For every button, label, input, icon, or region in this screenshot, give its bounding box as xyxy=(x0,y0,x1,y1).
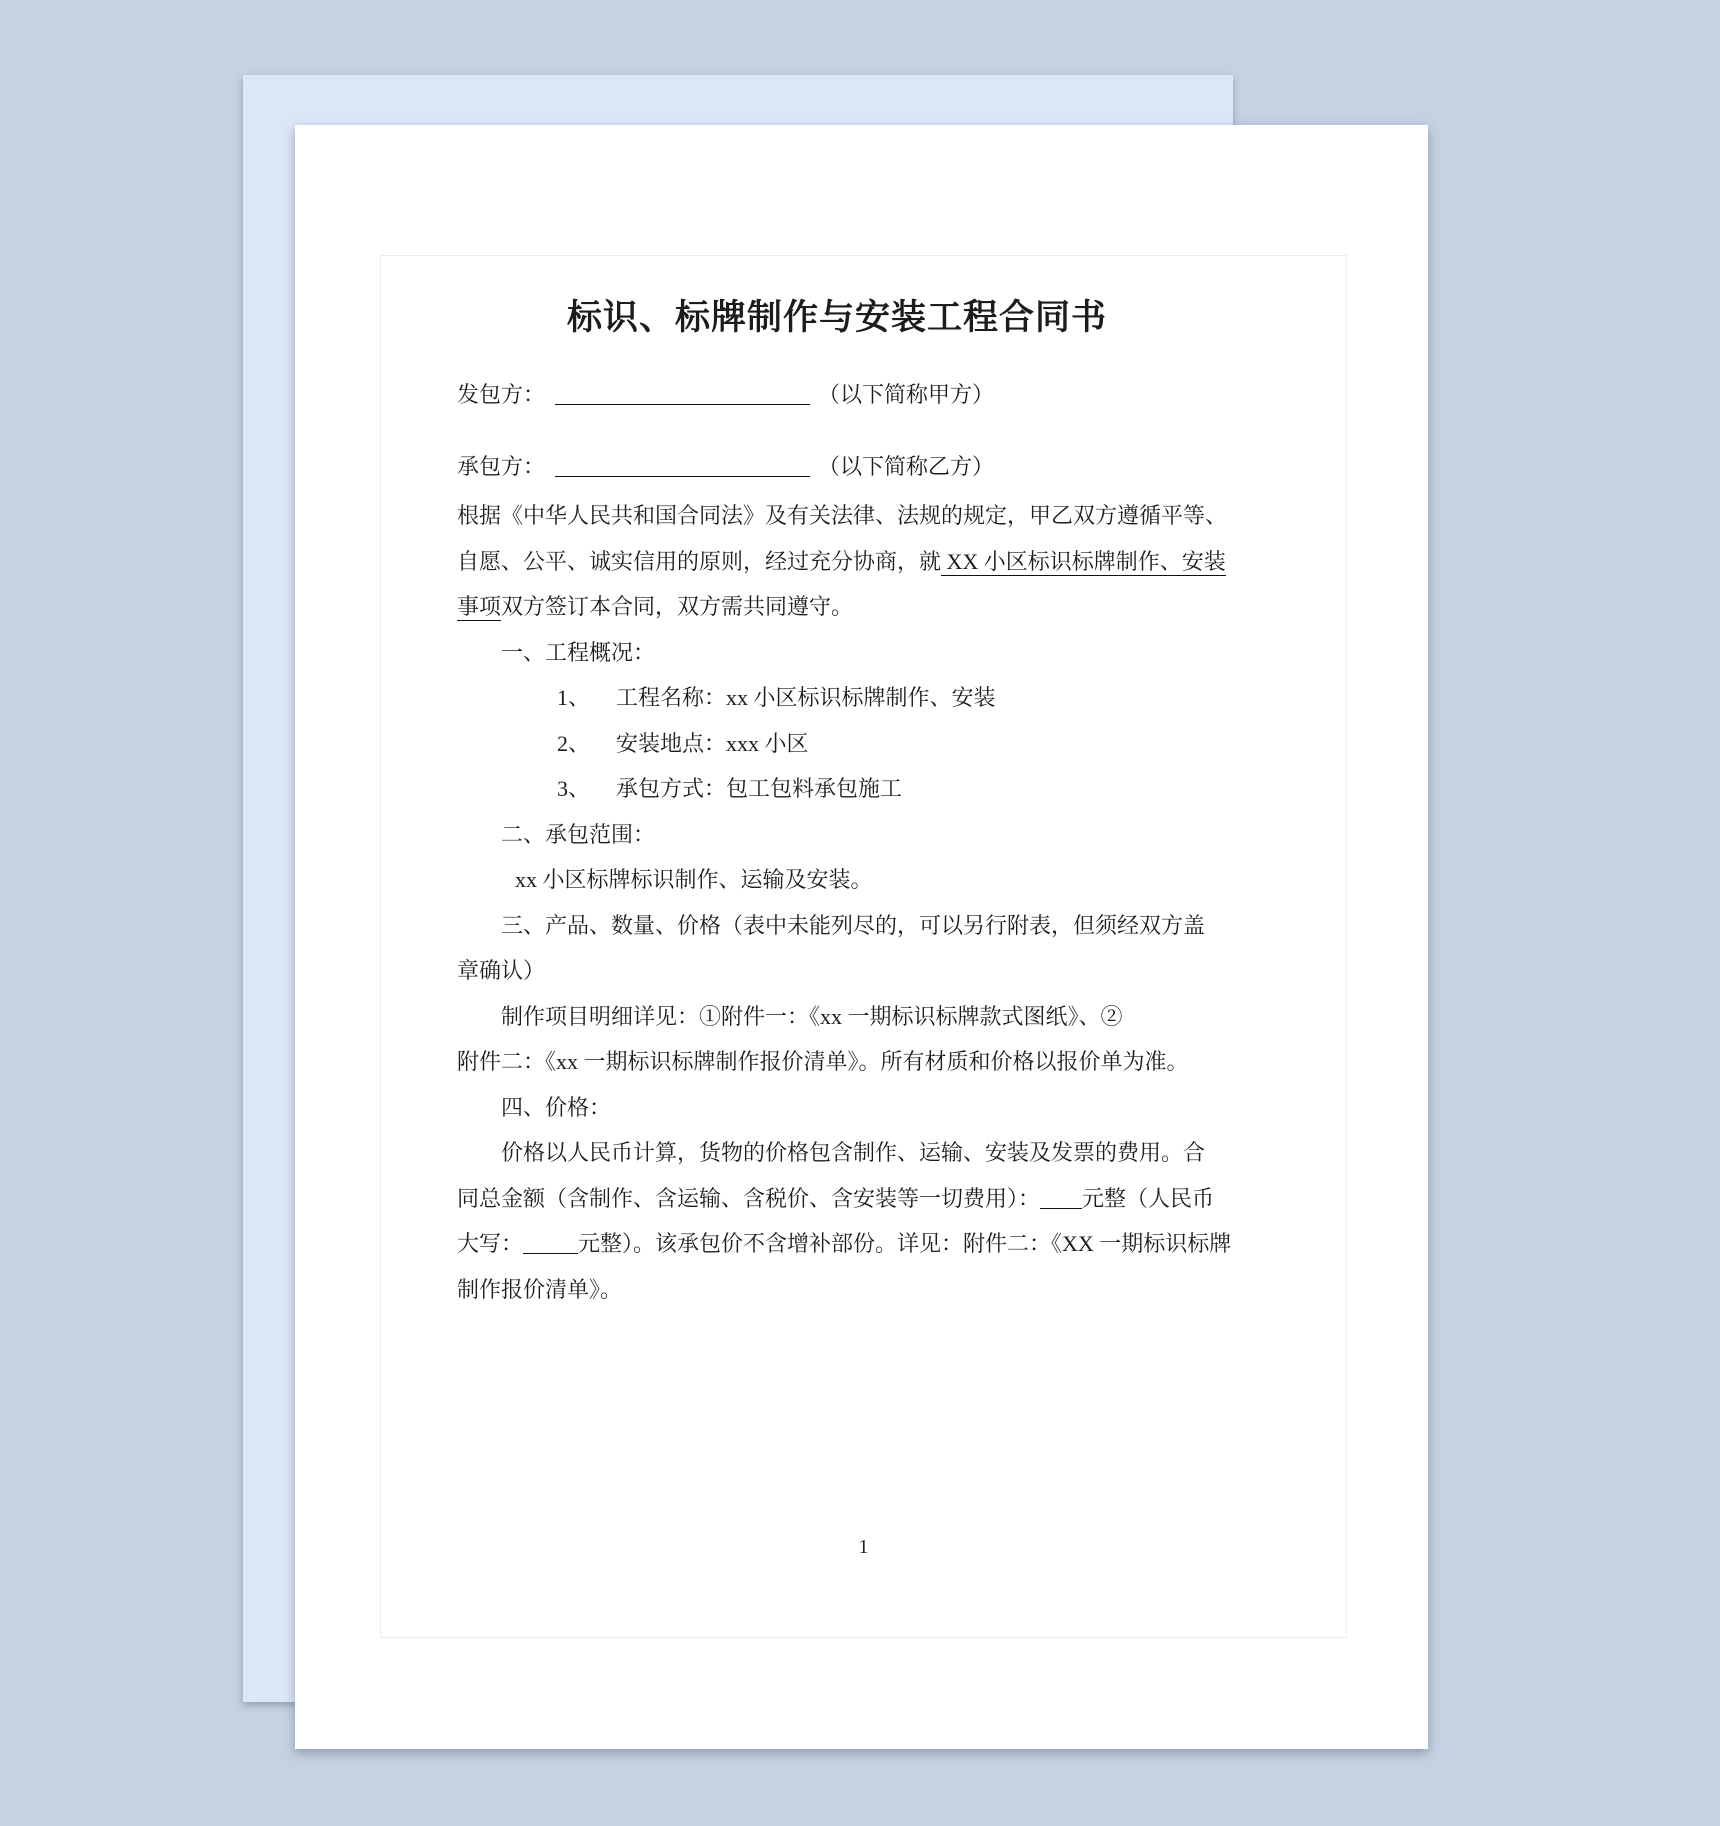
page-number: 1 xyxy=(858,1536,869,1558)
preamble-line-2 xyxy=(457,539,1226,585)
document-body xyxy=(457,493,1232,1312)
section-price-heading: 四、价格： xyxy=(501,1094,612,1120)
preamble-line-3-text: 双方签订本合同，双方需共同遵守。 xyxy=(501,594,854,619)
party-b-line xyxy=(457,444,1217,490)
overview-item-3-number: 3、 xyxy=(557,776,591,801)
overview-item-1-number: 1、 xyxy=(557,685,591,710)
preamble-line-2-text: 自愿、公平、诚实信用的原则，经过充分协商，就 xyxy=(457,548,942,574)
section-scope-heading: 二、承包范围： xyxy=(501,821,656,847)
price-line-1: 价格以人民币计算，货物的价格包含制作、运输、安装及发票的费用。合 xyxy=(501,1140,1206,1165)
section-overview-heading: 一、工程概况： xyxy=(501,639,656,665)
section-products-heading-line-2: 章确认） xyxy=(457,958,546,983)
section-products-detail-line-2: 附件二：《xx 一期标识标牌制作报价清单》。所有材质和价格以报价单为准。 xyxy=(457,1049,1189,1074)
price-line-3-post: 元整）。该承包价不含增补部份。详见：附件二：《XX 一期标识标牌 xyxy=(578,1231,1232,1256)
party-b-blank xyxy=(555,455,810,477)
overview-item-1 xyxy=(457,675,1217,721)
document-page xyxy=(295,125,1428,1749)
total-amount-blank xyxy=(1040,1187,1082,1209)
price-line-3-pre: 大写： xyxy=(457,1231,524,1256)
amount-in-words-blank xyxy=(523,1232,578,1254)
preamble-line-3 xyxy=(457,584,1217,630)
party-a-suffix: （以下简称甲方） xyxy=(818,382,995,407)
document-title: 标识、标牌制作与安装工程合同书 xyxy=(566,298,1107,337)
price-line-2-pre: 同总金额（含制作、含运输、含税价、含安装等一切费用）： xyxy=(457,1185,1041,1211)
party-a-blank xyxy=(555,383,810,405)
section-scope-body: xx 小区标牌标识制作、运输及安装。 xyxy=(515,867,873,892)
price-line-2-post: 元整（人民币 xyxy=(1082,1185,1215,1211)
document-content-frame xyxy=(380,255,1347,1638)
preamble-line-2-underlined: XX 小区标识标牌制作、安装 xyxy=(941,548,1226,574)
overview-item-2-number: 2、 xyxy=(557,730,591,756)
section-products-heading-line-1: 三、产品、数量、价格（表中未能列尽的，可以另行附表，但须经双方盖 xyxy=(501,912,1206,938)
overview-item-3 xyxy=(457,766,1217,812)
preamble-line-1: 根据《中华人民共和国合同法》及有关法律、法规的规定，甲乙双方遵循平等、 xyxy=(457,503,1228,528)
section-products-detail-line-1: 制作项目明细详见：①附件一：《xx 一期标识标牌款式图纸》、② xyxy=(501,1003,1123,1029)
preamble-line-3-underlined: 事项 xyxy=(457,594,502,619)
party-b-suffix: （以下简称乙方） xyxy=(818,454,995,479)
price-line-2 xyxy=(457,1176,1217,1222)
overview-item-1-text: 工程名称：xx 小区标识标牌制作、安装 xyxy=(616,685,996,710)
party-a-label: 发包方： xyxy=(457,382,546,407)
document-text-area xyxy=(457,294,1232,1312)
overview-item-3-text: 承包方式：包工包料承包施工 xyxy=(616,776,903,801)
overview-item-2-text: 安装地点：xxx 小区 xyxy=(616,730,809,756)
price-line-4: 制作报价清单》。 xyxy=(457,1276,623,1302)
overview-item-2 xyxy=(457,721,1217,767)
price-line-3 xyxy=(457,1221,1232,1267)
party-b-label: 承包方： xyxy=(457,454,546,479)
party-a-line xyxy=(457,372,1217,418)
